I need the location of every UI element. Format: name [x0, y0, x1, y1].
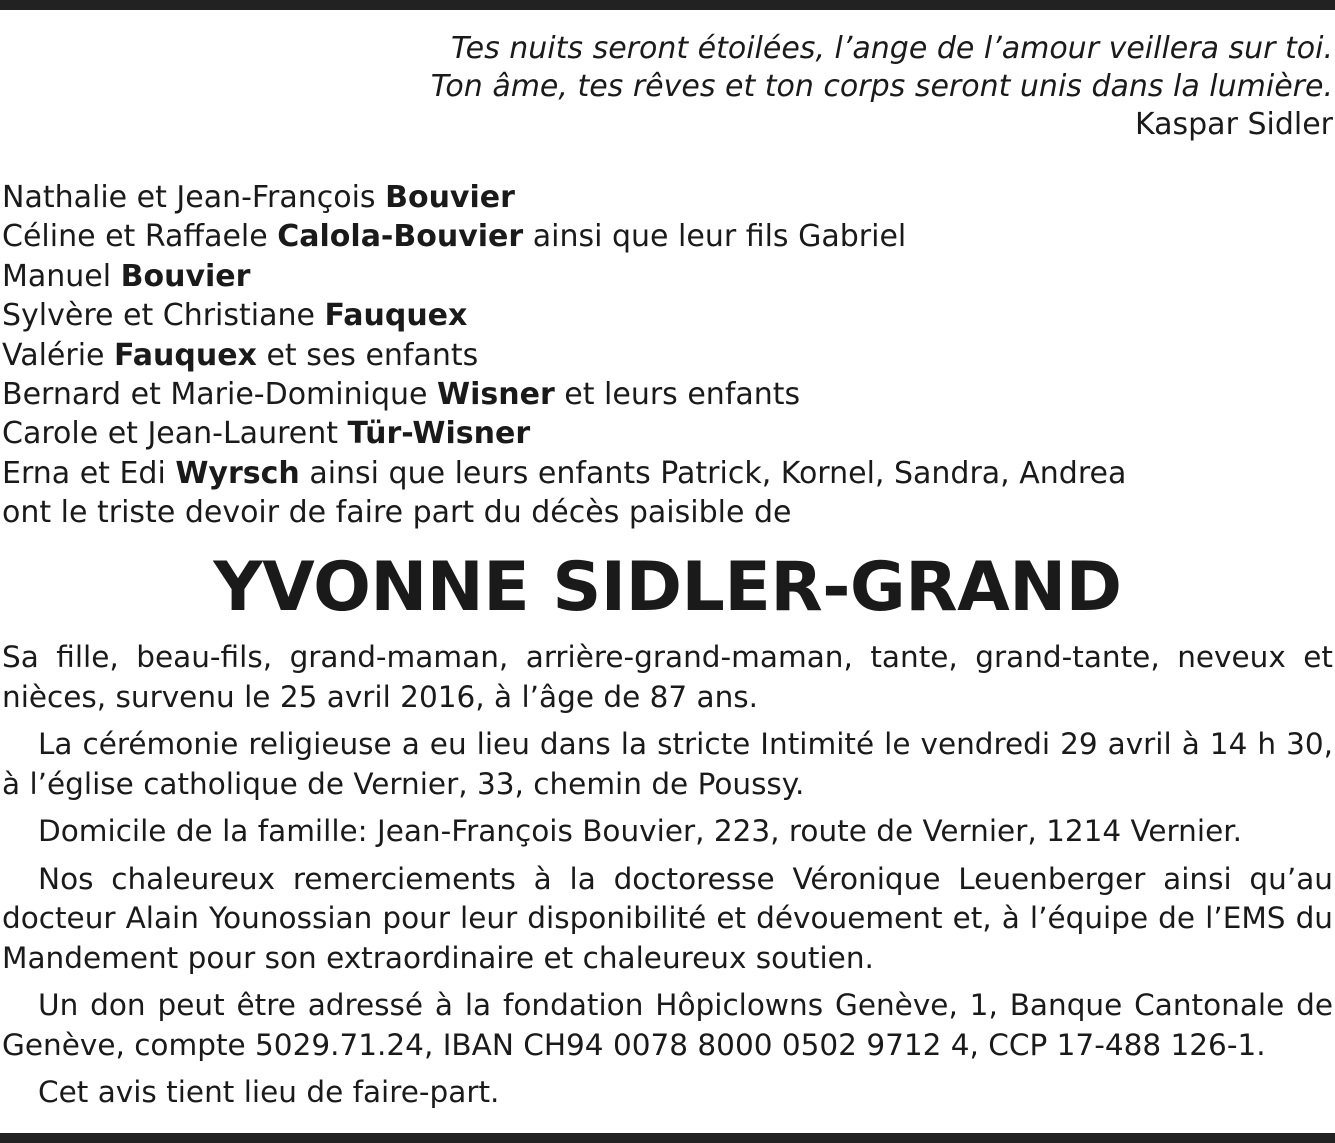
family-surname: Fauquex: [324, 298, 468, 334]
family-given-names: Erna et Edi: [2, 455, 176, 491]
family-suffix: et leurs enfants: [554, 377, 801, 413]
family-given-names: Valérie: [2, 337, 115, 373]
top-border-rule: [0, 0, 1335, 10]
epigraph-author: Kaspar Sidler: [1134, 107, 1333, 142]
family-given-names: Sylvère et Christiane: [2, 298, 325, 334]
paragraph-closing: Cet avis tient lieu de faire-part.: [38, 1075, 500, 1109]
bottom-border-rule: [0, 1133, 1335, 1143]
family-line: [2, 296, 1126, 335]
family-line: [2, 257, 1126, 296]
family-suffix: ainsi que leurs enfants Patrick, Kornel, Sandra, Andrea: [299, 455, 1127, 491]
family-line: [2, 217, 1126, 256]
family-given-names: Nathalie et Jean-François: [2, 180, 386, 215]
family-given-names: Céline et Raffaele: [2, 219, 278, 255]
paragraph-domicile: Domicile de la famille: Jean-François Bouvier, 223, route de Vernier, 1214 Vernier.: [38, 814, 1243, 848]
family-suffix: ainsi que leur fils Gabriel: [523, 219, 907, 255]
paragraph-thanks: Nos chaleureux remerciements à la doctoresse Véronique Leuenberger ainsi qu’au docteur Alain Younossian pour leur disponibilité et dévouement et, à l’équipe de l’EMS du Mandement pour son extraordinaire et chaleureux soutien.: [2, 861, 1333, 975]
family-line: [2, 178, 1126, 217]
family-surname: Calola-Bouvier: [277, 219, 524, 255]
epigraph-line-1: Tes nuits seront étoilées, l’ange de l’amour veillera sur toi.: [451, 31, 1333, 66]
paragraph-relations: Sa fille, beau-fils, grand-maman, arrière-grand-maman, tante, grand-tante, neveux et nièces, survenu le 25 avril 2016, à l’âge de 87 ans.: [2, 640, 1333, 714]
deceased-name: YVONNE SIDLER-GRAND: [213, 548, 1122, 627]
family-surname: Bouvier: [385, 180, 515, 215]
family-surname: Wyrsch: [175, 455, 300, 491]
family-line: [2, 414, 1126, 453]
paragraph-donation: Un don peut être adressé à la fondation Hôpiclowns Genève, 1, Banque Cantonale de Genève, compte 5029.71.24, IBAN CH94 0078 8000 0502 9712 4, CCP 17-488 126-1.: [2, 988, 1333, 1062]
family-line: [2, 375, 1126, 414]
family-surname: Fauquex: [114, 337, 257, 373]
family-surname: Tür-Wisner: [347, 416, 531, 452]
family-line: [2, 454, 1126, 493]
family-surname: Wisner: [437, 377, 555, 413]
family-line: [2, 336, 1126, 375]
epigraph-line-2: Ton âme, tes rêves et ton corps seront unis dans la lumière.: [430, 69, 1333, 104]
family-surname: Bouvier: [120, 258, 251, 294]
epigraph: [431, 30, 1333, 144]
notice-body: [2, 638, 1333, 1121]
family-given-names: Carole et Jean-Laurent: [2, 416, 348, 452]
family-suffix: et ses enfants: [256, 337, 479, 373]
family-given-names: Manuel: [2, 258, 121, 294]
paragraph-ceremony: La cérémonie religieuse a eu lieu dans la stricte Intimité le vendredi 29 avril à 14 h 30, à l’église catholique de Vernier, 33, chemin de Poussy.: [2, 727, 1333, 801]
announcement-line: ont le triste devoir de faire part du décès paisible de: [2, 495, 792, 531]
family-list: [2, 178, 1126, 533]
family-given-names: Bernard et Marie-Dominique: [2, 377, 438, 413]
